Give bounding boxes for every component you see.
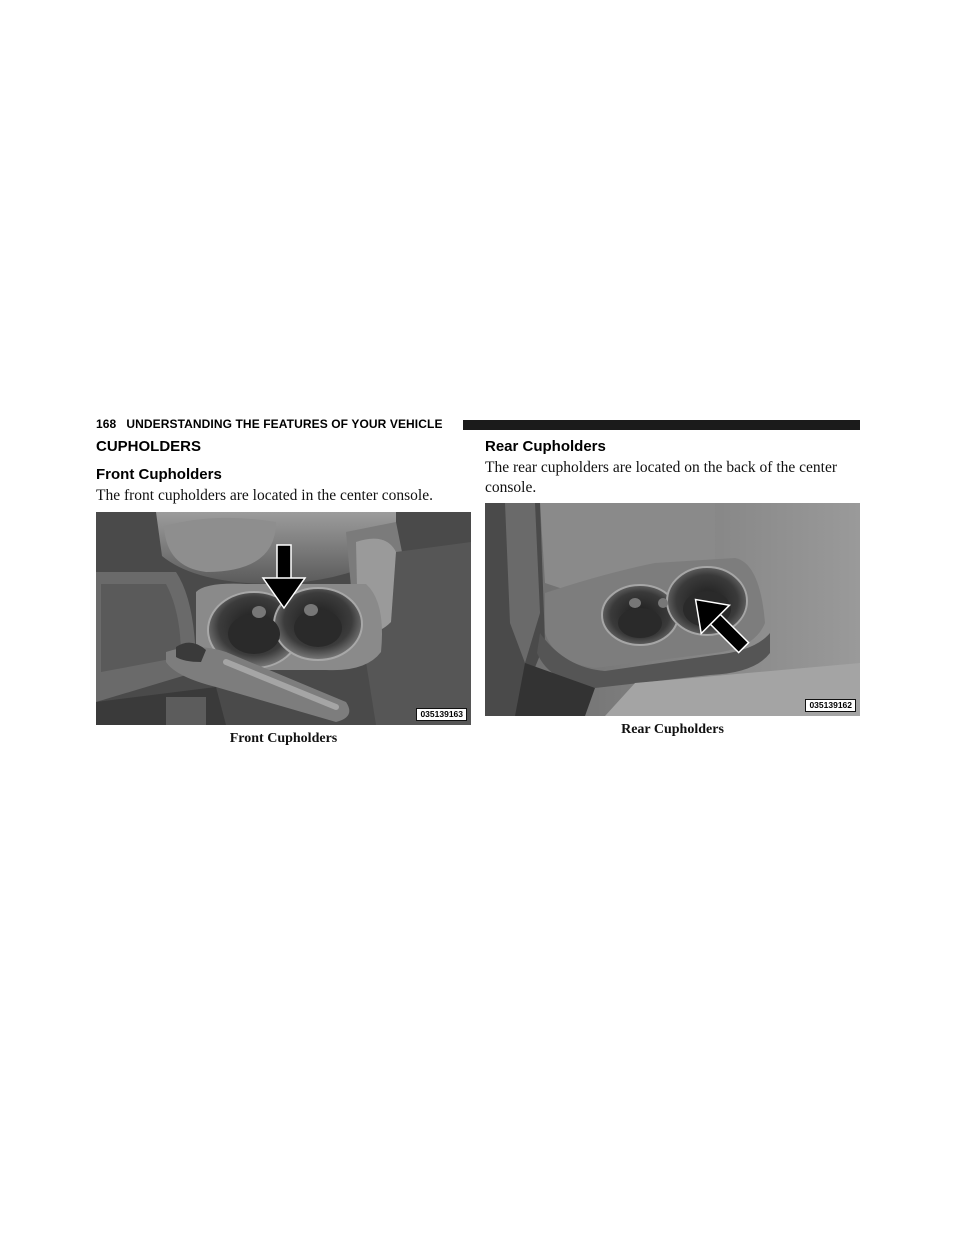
right-column (485, 436, 860, 738)
figure-id: 035139163 (416, 708, 467, 721)
front-cupholders-illustration (96, 512, 471, 725)
front-cupholders-text: The front cupholders are located in the center console. (96, 487, 433, 504)
running-header (96, 417, 860, 431)
header-rule (463, 420, 860, 430)
front-cupholders-heading: Front Cupholders (96, 466, 222, 483)
header-title: UNDERSTANDING THE FEATURES OF YOUR VEHICLE (126, 417, 443, 431)
rear-cupholders-text: The rear cupholders are located on the back of the center console. (485, 459, 838, 496)
left-column (96, 436, 471, 747)
rear-cupholders-figure (485, 503, 860, 716)
figure-id: 035139162 (805, 699, 856, 712)
section-title: CUPHOLDERS (96, 438, 202, 455)
front-cupholders-caption: Front Cupholders (229, 731, 338, 746)
page-number: 168 (96, 417, 117, 431)
front-cupholders-figure (96, 512, 471, 725)
rear-cupholders-heading: Rear Cupholders (485, 438, 606, 455)
header-text (96, 417, 443, 431)
rear-cupholders-illustration (485, 503, 860, 716)
rear-cupholders-caption: Rear Cupholders (621, 722, 724, 737)
